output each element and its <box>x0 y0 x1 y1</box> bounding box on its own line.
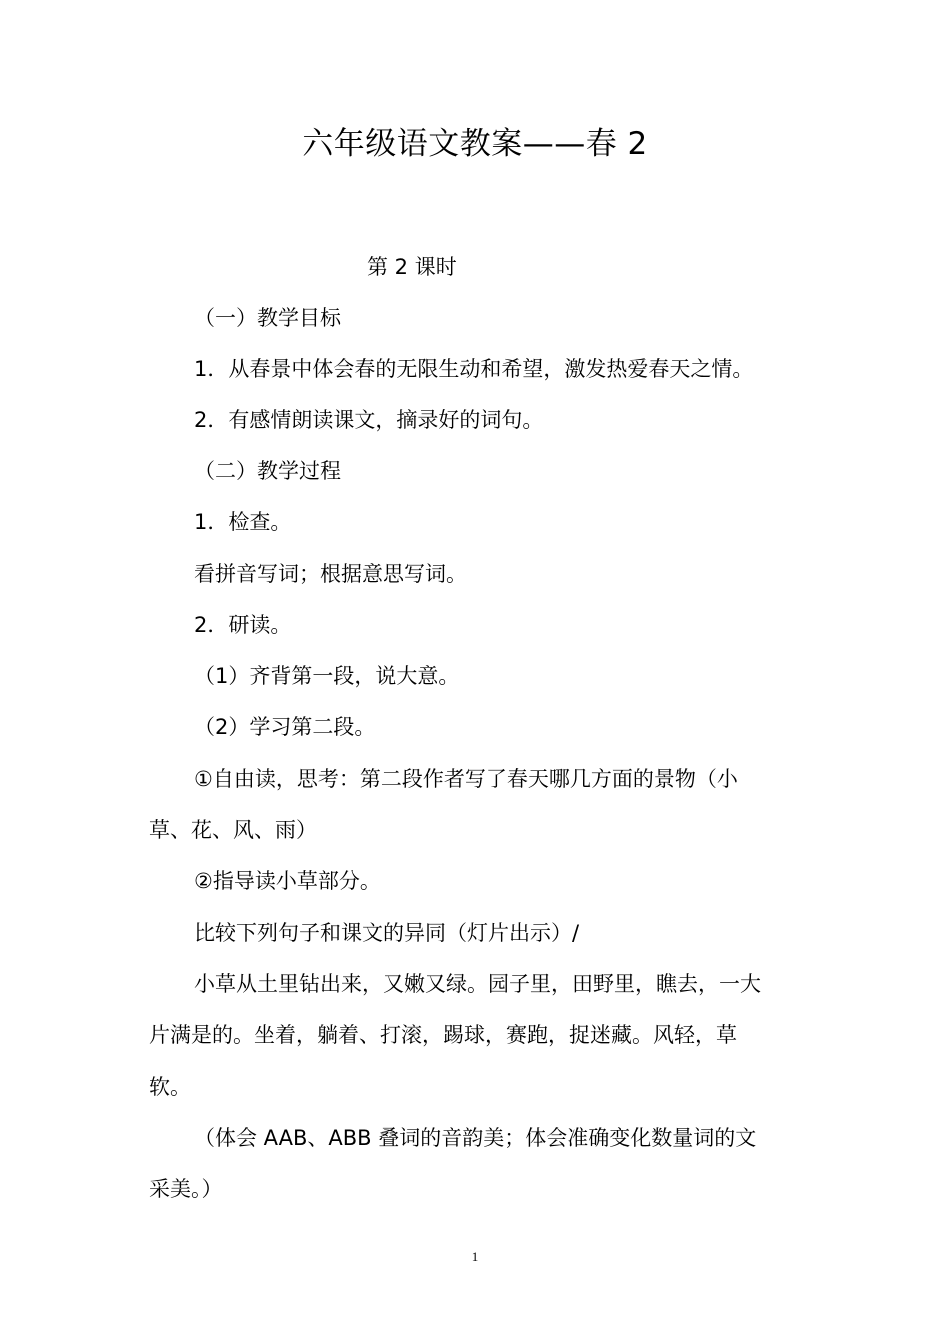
paragraph-line: （体会 AAB、ABB 叠词的音韵美；体会准确变化数量词的文 <box>194 1126 757 1150</box>
paragraph-line: 比较下列句子和课文的异同（灯片出示）/ <box>194 921 580 945</box>
paragraph-line: 软。 <box>149 1075 191 1099</box>
paragraph-line: ①自由读，思考：第二段作者写了春天哪几方面的景物（小 <box>194 767 738 791</box>
paragraph-line: 片满是的。坐着，躺着、打滚，踢球，赛跑，捉迷藏。风轻，草 <box>149 1023 737 1047</box>
process-substep-2: （2）学习第二段。 <box>194 715 376 739</box>
section-heading-goals: （一）教学目标 <box>194 306 341 330</box>
page-number: 1 <box>471 1249 479 1264</box>
paragraph-line: 小草从土里钻出来，又嫩又绿。园子里，田野里，瞧去，一大 <box>194 972 761 996</box>
paragraph-line: 草、花、风、雨） <box>149 818 317 842</box>
paragraph-line: 采美。） <box>149 1177 223 1201</box>
section-heading-process: （二）教学过程 <box>194 459 341 483</box>
goal-item-2: 2．有感情朗读课文，摘录好的词句。 <box>194 408 544 432</box>
paragraph-line: ②指导读小草部分。 <box>194 869 381 893</box>
process-step-1-detail: 看拼音写词；根据意思写词。 <box>194 562 467 586</box>
process-substep-1: （1）齐背第一段，说大意。 <box>194 664 460 688</box>
process-step-1: 1．检查。 <box>194 510 292 534</box>
document-title: 六年级语文教案——春 2 <box>302 126 648 162</box>
goal-item-1: 1．从春景中体会春的无限生动和希望，激发热爱春天之情。 <box>194 357 754 381</box>
lesson-period: 第 2 课时 <box>367 255 457 279</box>
process-step-2: 2．研读。 <box>194 613 292 637</box>
